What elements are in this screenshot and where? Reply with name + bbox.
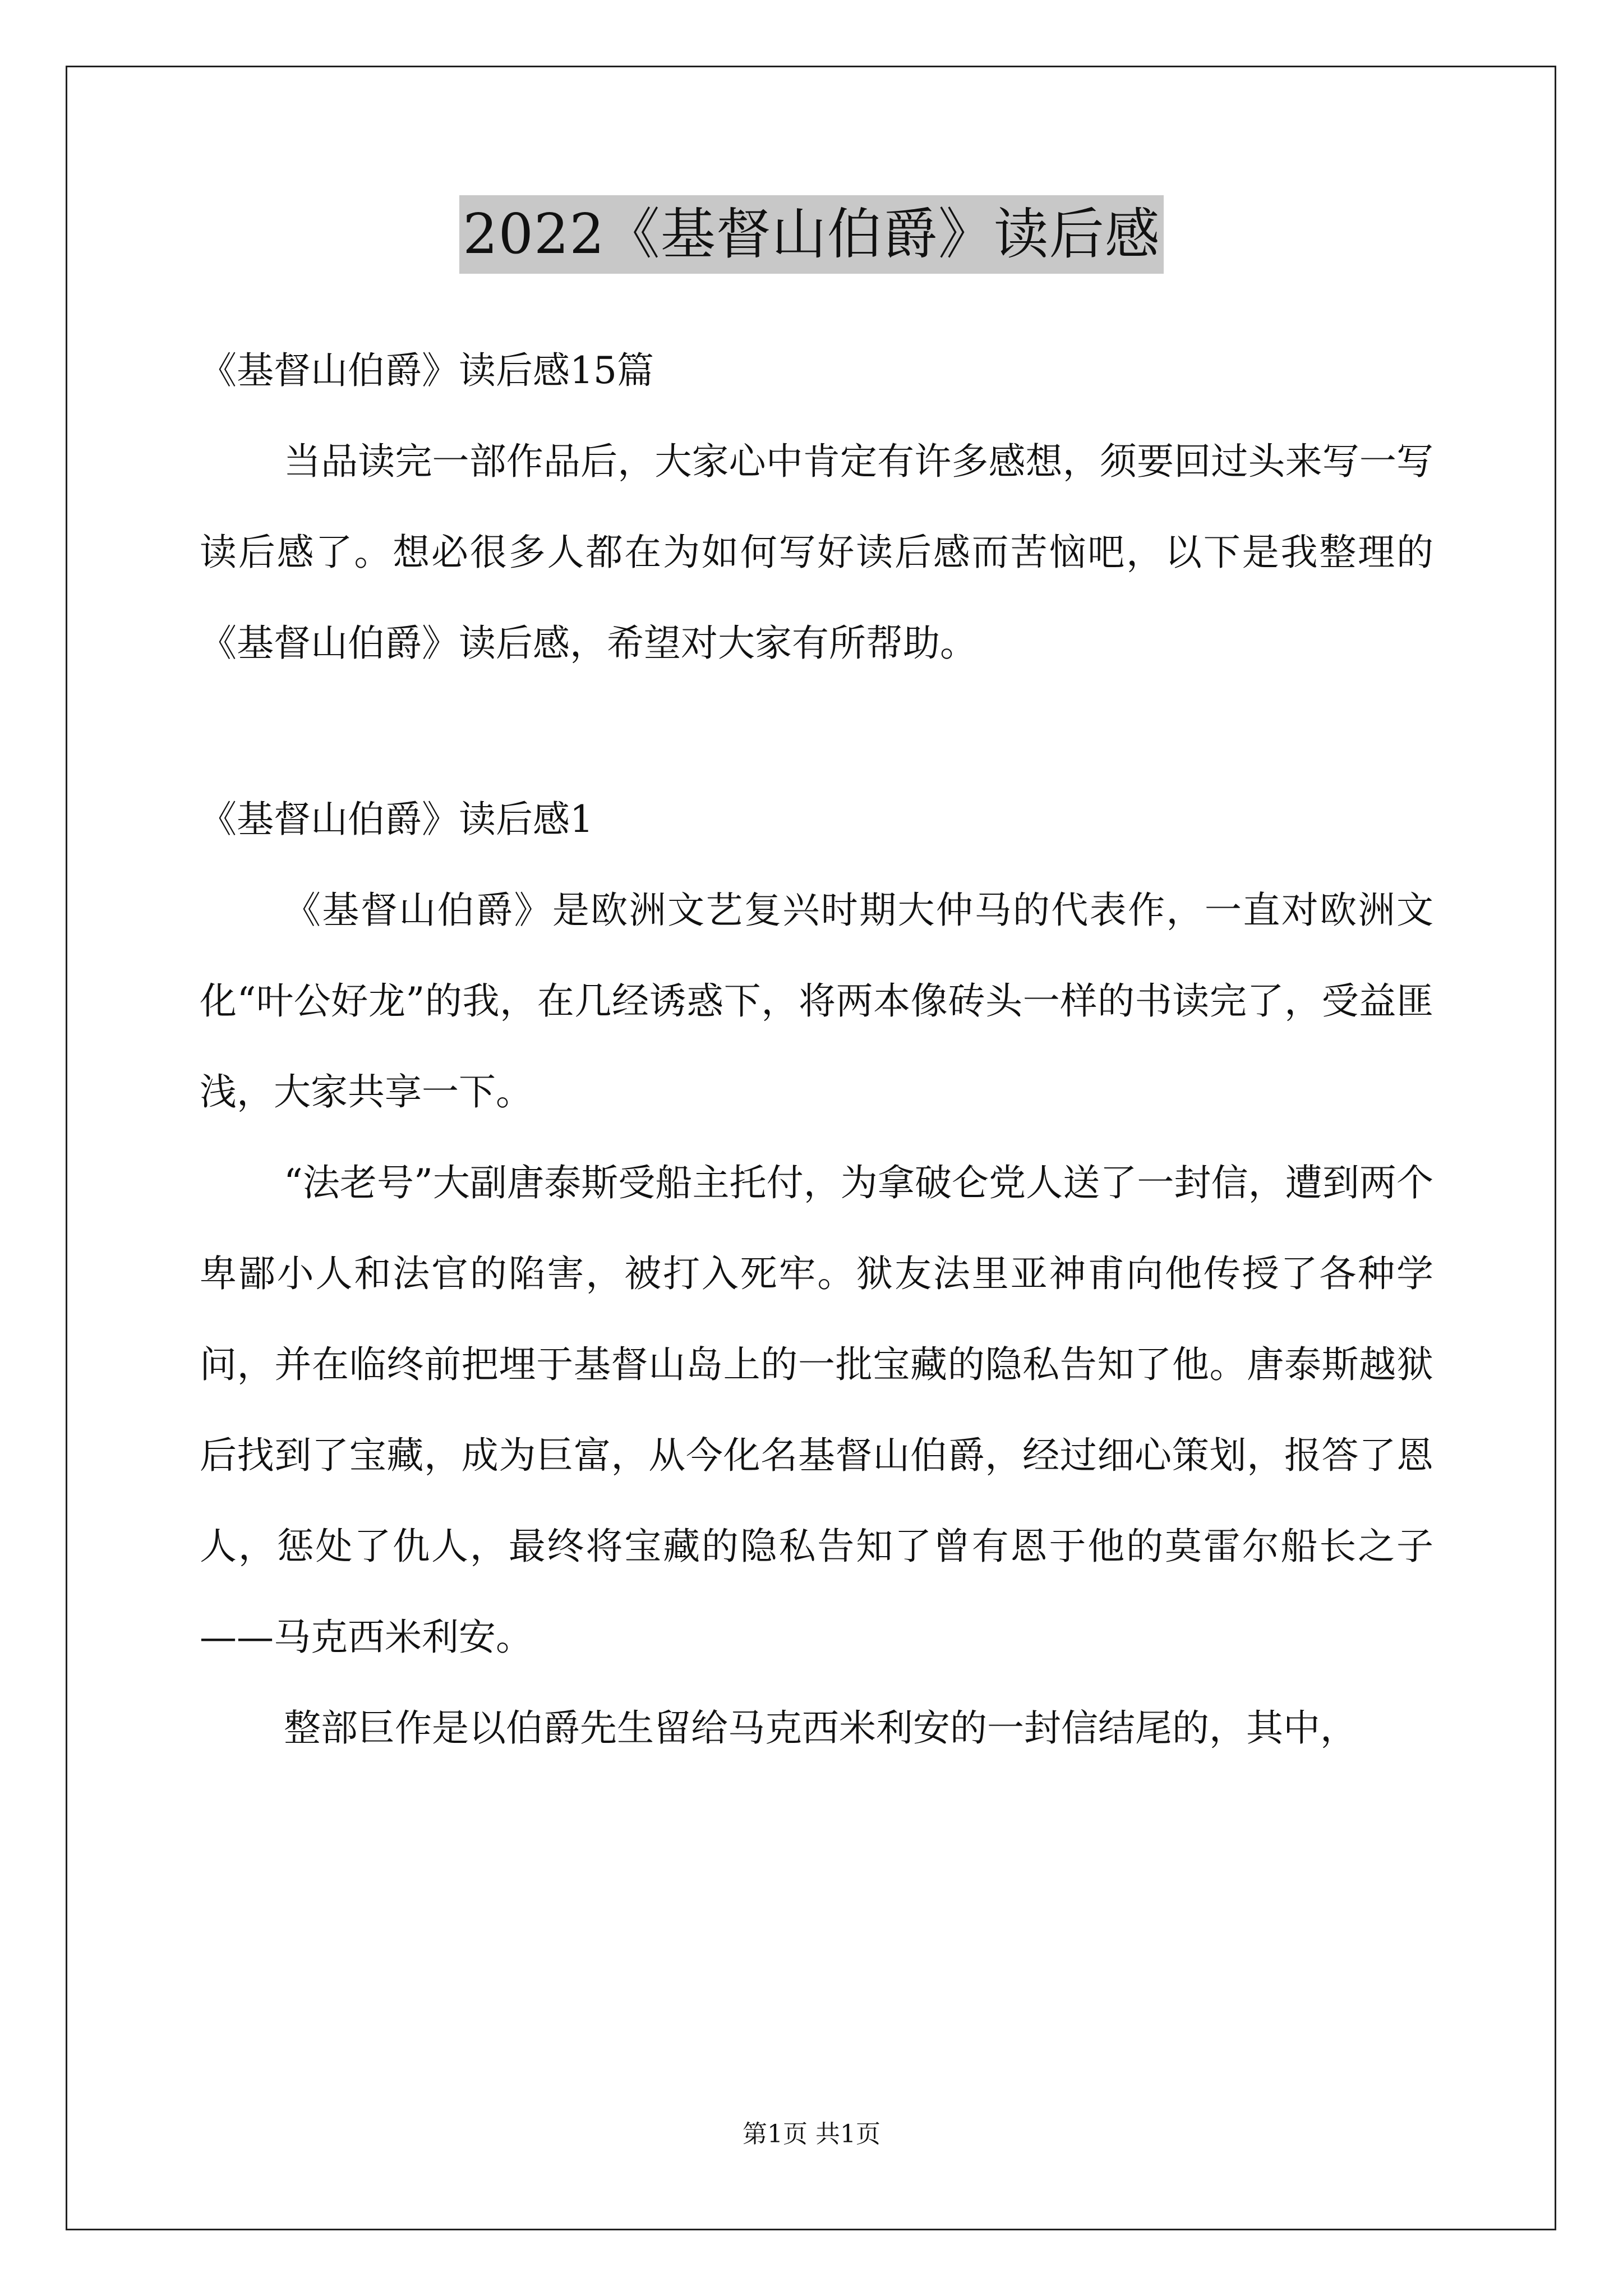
body-paragraph: “法老号”大副唐泰斯受船主托付，为拿破仑党人送了一封信，遭到两个卑鄙小人和法官的陷害，被打入死牢。狱友法里亚神甫向他传授了各种学问，并在临终前把埋于基督山岛上的一批宝藏的隐私告知了他。唐泰斯越狱后找到了宝藏，成为巨富，从今化名基督山伯爵，经过细心策划，报答了恩人，惩处了仇人，最终将宝藏的隐私告知了曾有恩于他的莫雷尔船长之子——马克西米利安。	[200, 1161, 1433, 1659]
body-paragraph: 整部巨作是以伯爵先生留给马克西米利安的一封信结尾的，其中，	[284, 1706, 1357, 1750]
body-paragraph: 《基督山伯爵》是欧洲文艺复兴时期大仲马的代表作，一直对欧洲文化“叶公好龙”的我，在几经诱惑下，将两本像砖头一样的书读完了，受益匪浅，大家共享一下。	[200, 889, 1433, 1114]
document-subtitle: 《基督山伯爵》读后感15篇	[200, 349, 654, 392]
page-footer: 第1页 共1页	[743, 2120, 880, 2148]
document-body	[200, 325, 1433, 1774]
section-heading: 《基督山伯爵》读后感1	[200, 798, 593, 841]
intro-paragraph: 当品读完一部作品后，大家心中肯定有许多感想，须要回过头来写一写读后感了。想必很多人都在为如何写好读后感而苦恼吧，以下是我整理的《基督山伯爵》读后感，希望对大家有所帮助。	[200, 440, 1433, 665]
document-title: 2022《基督山伯爵》读后感	[459, 195, 1163, 274]
title-container	[0, 195, 1623, 274]
